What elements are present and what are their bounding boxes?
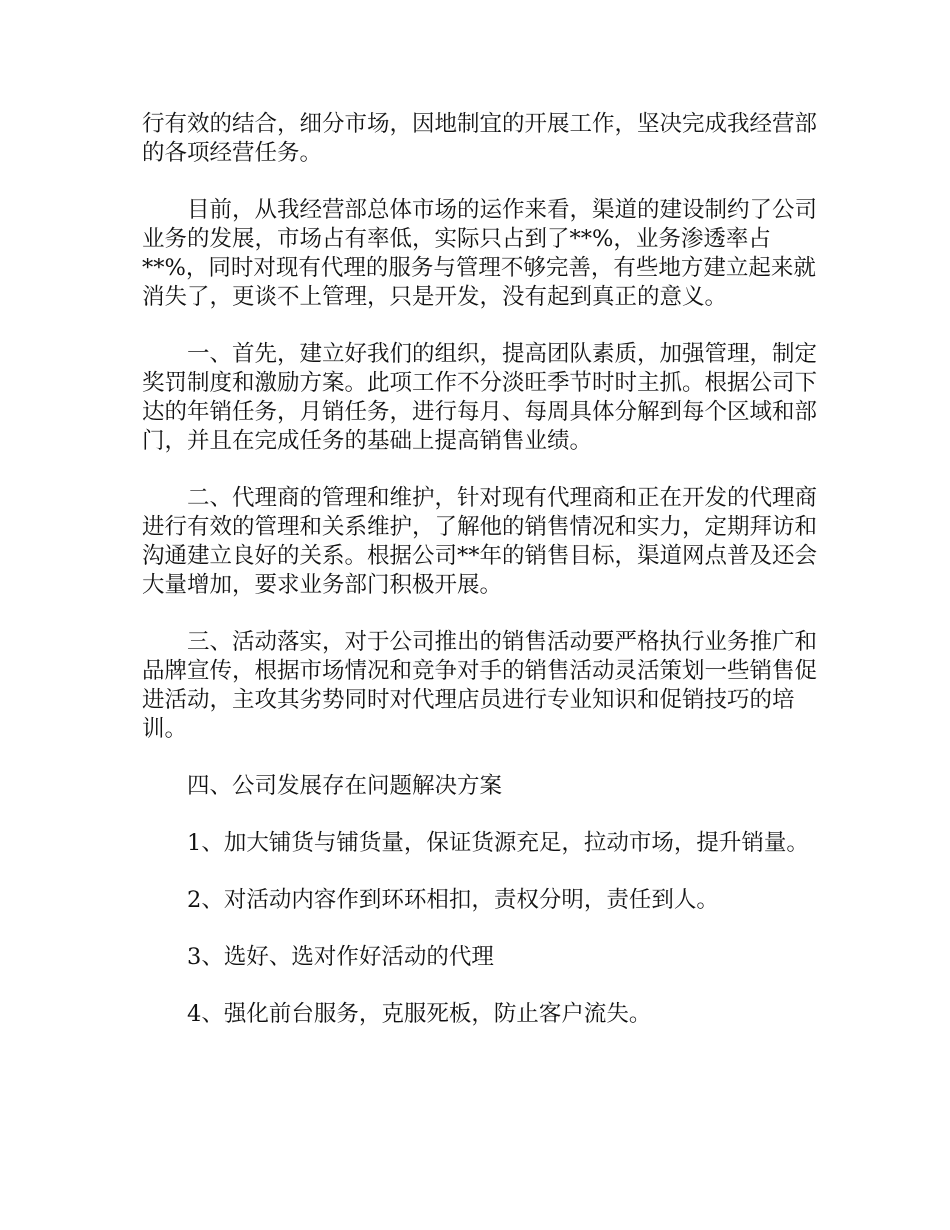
list-item-1: 1、加大铺货与铺货量，保证货源充足，拉动市场，提升销量。 xyxy=(187,830,809,856)
list-item-2: 2、对活动内容作到环环相扣，责权分明，责任到人。 xyxy=(187,887,719,913)
paragraph-point-one: 一、首先，建立好我们的组织，提高团队素质，加强管理，制定奖罚制度和激励方案。此项工作不分淡旺季节时时主抓。根据公司下达的年销任务，月销任务，进行每月、每周具体分解到每个区域和部门，并且在完成任务的基础上提高销售业绩。 xyxy=(142,341,818,454)
paragraph-current-situation: 目前，从我经营部总体市场的运作来看，渠道的建设制约了公司业务的发展，市场占有率低，实际只占到了**%，业务渗透率占**%，同时对现有代理的服务与管理不够完善，有些地方建立起来就消失了，更谈不上管理，只是开发，没有起到真正的意义。 xyxy=(142,197,818,310)
paragraph-continuation: 行有效的结合，细分市场，因地制宜的开展工作，坚决完成我经营部的各项经营任务。 xyxy=(142,111,818,166)
document-body xyxy=(142,110,832,1057)
section-heading-four: 四、公司发展存在问题解决方案 xyxy=(187,773,503,799)
paragraph-point-two: 二、代理商的管理和维护，针对现有代理商和正在开发的代理商进行有效的管理和关系维护，了解他的销售情况和实力，定期拜访和沟通建立良好的关系。根据公司**年的销售目标，渠道网点普及还会大量增加，要求业务部门积极开展。 xyxy=(142,485,818,598)
paragraph-point-three: 三、活动落实，对于公司推出的销售活动要严格执行业务推广和品牌宣传，根据市场情况和竞争对手的销售活动灵活策划一些销售促进活动，主攻其劣势同时对代理店员进行专业知识和促销技巧的培训。 xyxy=(142,629,818,742)
list-item-4: 4、强化前台服务，克服死板，防止客户流失。 xyxy=(187,1001,652,1027)
list-item-3: 3、选好、选对作好活动的代理 xyxy=(187,944,494,970)
